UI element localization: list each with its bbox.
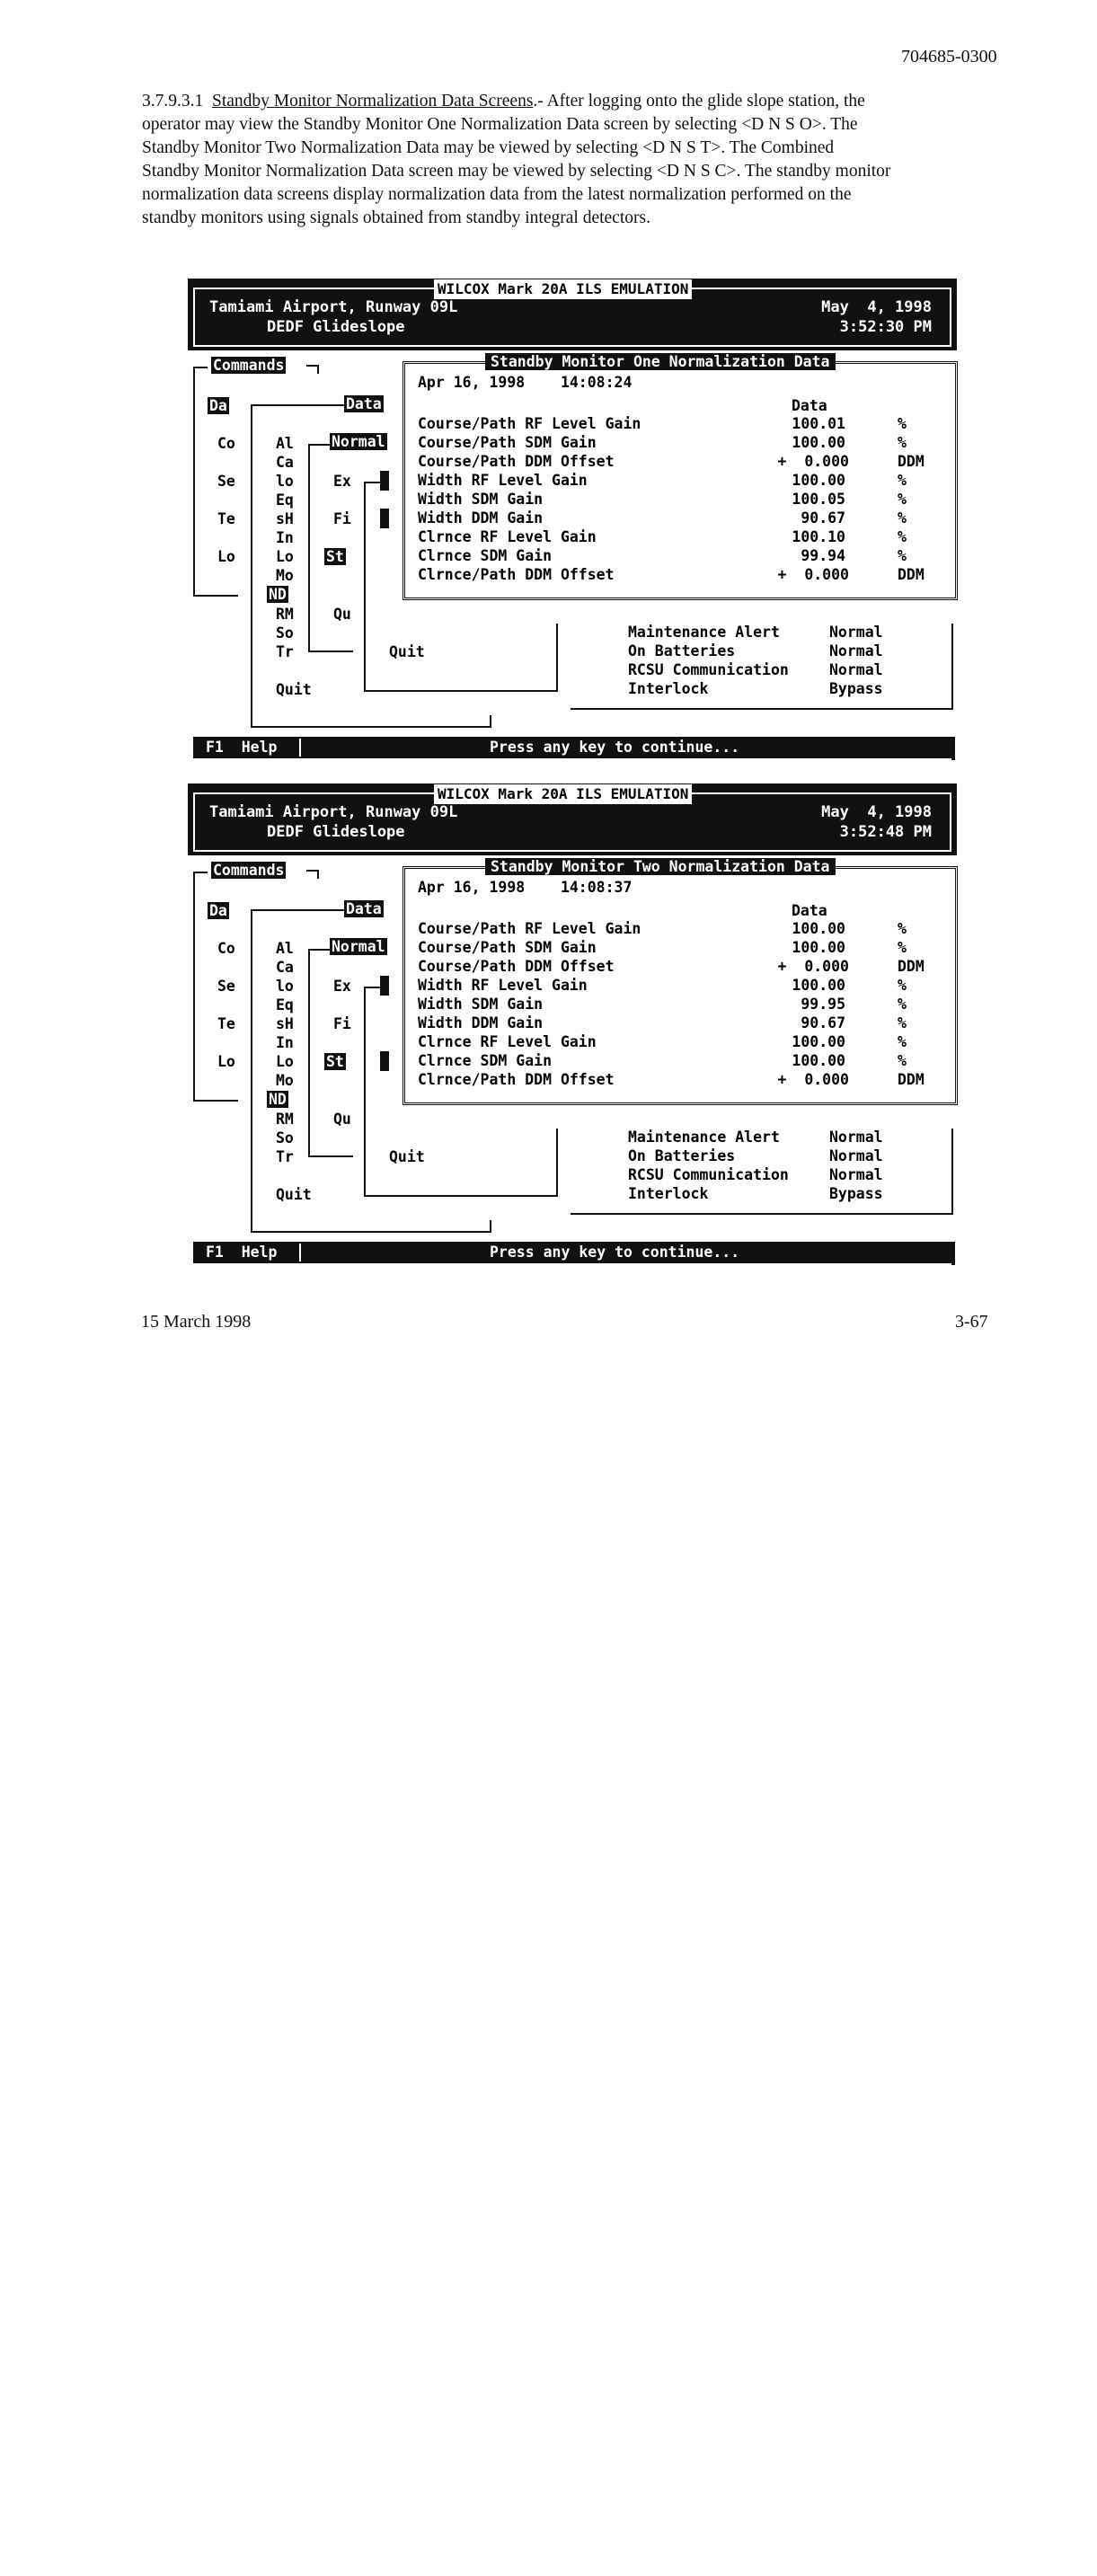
data-submenu-corner bbox=[490, 1220, 491, 1233]
menu-item-history[interactable]: sH bbox=[276, 510, 294, 527]
row-label: Clrnce SDM Gain bbox=[418, 1052, 553, 1069]
standby-submenu-cursor bbox=[380, 471, 389, 491]
menu-item-alarms[interactable]: Al bbox=[276, 940, 294, 957]
menu-item-software[interactable]: So bbox=[276, 624, 294, 642]
intro-line-5: normalization data screens display normalization data from the latest normalization performed on the bbox=[142, 185, 852, 204]
panel-title: Standby Monitor One Normalization Data bbox=[485, 353, 836, 370]
commands-label-tick-down bbox=[317, 870, 319, 879]
menu-item-quit-normal[interactable]: Qu bbox=[333, 606, 351, 623]
data-column-header: Data bbox=[792, 902, 827, 919]
row-value: 100.01 bbox=[792, 415, 845, 432]
standby-submenu-top bbox=[364, 987, 380, 988]
row-unit: DDM bbox=[898, 958, 924, 975]
status-label: Maintenance Alert bbox=[628, 624, 780, 641]
status-label: On Batteries bbox=[628, 642, 736, 659]
status-label: Maintenance Alert bbox=[628, 1129, 780, 1146]
intro-line-4: Standby Monitor Normalization Data screen may be viewed by selecting <D N S C>. The standby monitor bbox=[142, 162, 891, 181]
row-value: + 0.000 bbox=[777, 566, 849, 583]
row-unit: % bbox=[898, 415, 907, 432]
row-value: + 0.000 bbox=[777, 1071, 849, 1088]
row-value: 99.94 bbox=[801, 547, 845, 564]
menu-item-config[interactable]: Co bbox=[217, 435, 235, 452]
header-bar bbox=[188, 279, 957, 350]
intro-line-2: operator may view the Standby Monitor One Normalization Data screen by selecting <D N S O>. The bbox=[142, 115, 858, 134]
row-unit: % bbox=[898, 491, 907, 508]
panel-title: Standby Monitor Two Normalization Data bbox=[485, 858, 836, 875]
current-time: 3:52:30 PM bbox=[839, 318, 932, 336]
row-label: Course/Path RF Level Gain bbox=[418, 415, 641, 432]
commands-frame-top bbox=[193, 367, 208, 368]
standby-submenu-cursor bbox=[380, 976, 389, 996]
row-label: Clrnce/Path DDM Offset bbox=[418, 566, 615, 583]
row-value: 100.10 bbox=[792, 528, 845, 545]
continue-prompt: Press any key to continue... bbox=[490, 739, 740, 756]
menu-item-normalization[interactable]: ND bbox=[269, 586, 287, 603]
menu-item-test[interactable]: Te bbox=[217, 510, 235, 527]
menu-item-logs[interactable]: Lo bbox=[217, 1053, 235, 1070]
section-intro bbox=[142, 90, 1009, 230]
row-label: Width RF Level Gain bbox=[418, 472, 588, 489]
menu-item-alarms[interactable]: Al bbox=[276, 435, 294, 452]
standby-submenu-bottom bbox=[364, 690, 558, 692]
key-separator bbox=[299, 1244, 301, 1261]
commands-menu-label[interactable]: Commands bbox=[213, 862, 285, 879]
row-unit: % bbox=[898, 1014, 907, 1031]
row-value: + 0.000 bbox=[777, 958, 849, 975]
commands-frame-left bbox=[193, 367, 195, 597]
menu-item-local[interactable]: Lo bbox=[276, 1053, 294, 1070]
standby-submenu-quit[interactable]: Quit bbox=[389, 1148, 425, 1165]
site-name: Tamiami Airport, Runway 09L bbox=[209, 803, 458, 821]
menu-item-transmitter[interactable]: Tr bbox=[276, 1148, 294, 1165]
commands-menu-label[interactable]: Commands bbox=[213, 357, 285, 374]
row-unit: % bbox=[898, 472, 907, 489]
normal-submenu-label[interactable]: Normal bbox=[332, 433, 385, 450]
row-label: Clrnce RF Level Gain bbox=[418, 528, 597, 545]
site-name: Tamiami Airport, Runway 09L bbox=[209, 298, 458, 316]
station-name: DEDF Glideslope bbox=[267, 823, 405, 841]
menu-item-executive[interactable]: Ex bbox=[333, 978, 351, 995]
menu-item-field[interactable]: Fi bbox=[333, 1015, 351, 1032]
standby-submenu-bottom bbox=[364, 1195, 558, 1197]
menu-item-calibration[interactable]: Ca bbox=[276, 959, 294, 976]
row-unit: % bbox=[898, 547, 907, 564]
status-value: Normal bbox=[829, 1166, 883, 1183]
row-unit: DDM bbox=[898, 566, 924, 583]
intro-line-1-tail: .- After logging onto the glide slope station, the bbox=[533, 92, 865, 111]
menu-item-data[interactable]: Da bbox=[209, 397, 227, 414]
status-value: Normal bbox=[829, 1129, 883, 1146]
menu-item-monitor[interactable]: Mo bbox=[276, 1072, 294, 1089]
station-name: DEDF Glideslope bbox=[267, 318, 405, 336]
data-submenu-label[interactable]: Data bbox=[346, 395, 382, 412]
row-unit: % bbox=[898, 920, 907, 937]
row-label: Width DDM Gain bbox=[418, 1014, 544, 1031]
menu-item-logs[interactable]: Lo bbox=[217, 548, 235, 565]
status-label: Interlock bbox=[628, 1185, 709, 1202]
row-label: Width DDM Gain bbox=[418, 509, 544, 527]
row-label: Width SDM Gain bbox=[418, 996, 544, 1013]
standby-submenu-marker bbox=[380, 1051, 389, 1071]
intro-line-1 bbox=[142, 90, 1009, 113]
status-value: Normal bbox=[829, 661, 883, 678]
menu-item-history[interactable]: sH bbox=[276, 1015, 294, 1032]
menu-item-data[interactable]: Da bbox=[209, 902, 227, 919]
commands-label-tick-down bbox=[317, 365, 319, 374]
menu-item-executive[interactable]: Ex bbox=[333, 473, 351, 490]
standby-submenu-right bbox=[556, 1129, 558, 1197]
row-label: Clrnce RF Level Gain bbox=[418, 1033, 597, 1050]
menu-item-io[interactable]: lo bbox=[276, 473, 294, 490]
page-number: 3-67 bbox=[955, 1312, 988, 1332]
data-submenu-left bbox=[251, 404, 252, 726]
normalization-timestamp: Apr 16, 1998 14:08:24 bbox=[418, 374, 633, 391]
normal-submenu-top bbox=[308, 949, 330, 951]
data-submenu-top bbox=[251, 404, 344, 406]
row-value: 100.00 bbox=[792, 1033, 845, 1050]
standby-submenu-left bbox=[364, 987, 366, 1197]
row-label: Clrnce SDM Gain bbox=[418, 547, 553, 564]
row-unit: % bbox=[898, 1033, 907, 1050]
row-value: 99.95 bbox=[801, 996, 845, 1013]
row-value: 100.00 bbox=[792, 434, 845, 451]
row-label: Width RF Level Gain bbox=[418, 977, 588, 994]
menu-item-setup[interactable]: Se bbox=[217, 473, 235, 490]
data-submenu-quit[interactable]: Quit bbox=[276, 1186, 312, 1203]
status-value: Bypass bbox=[829, 1185, 883, 1202]
data-submenu-bottom bbox=[251, 726, 490, 728]
normal-submenu-left bbox=[308, 949, 310, 1157]
screen-two bbox=[188, 783, 957, 1269]
data-submenu-corner bbox=[490, 715, 491, 728]
intro-line-3: Standby Monitor Two Normalization Data may be viewed by selecting <D N S T>. The Combined bbox=[142, 138, 835, 157]
menu-item-equipment[interactable]: Eq bbox=[276, 491, 294, 509]
menu-item-local[interactable]: Lo bbox=[276, 548, 294, 565]
intro-line-6: standby monitors using signals obtained from standby integral detectors. bbox=[142, 208, 650, 227]
row-unit: % bbox=[898, 1052, 907, 1069]
normal-submenu-top bbox=[308, 444, 330, 446]
row-unit: % bbox=[898, 939, 907, 956]
row-label: Course/Path DDM Offset bbox=[418, 453, 615, 470]
status-label: Interlock bbox=[628, 680, 709, 697]
data-submenu-label[interactable]: Data bbox=[346, 900, 382, 917]
menu-item-equipment[interactable]: Eq bbox=[276, 996, 294, 1014]
normalization-timestamp: Apr 16, 1998 14:08:37 bbox=[418, 879, 633, 896]
row-label: Clrnce/Path DDM Offset bbox=[418, 1071, 615, 1088]
section-title: Standby Monitor Normalization Data Screens bbox=[212, 92, 534, 111]
row-value: 100.00 bbox=[792, 472, 845, 489]
row-value: 100.05 bbox=[792, 491, 845, 508]
menu-item-integrity[interactable]: In bbox=[276, 1034, 294, 1051]
menu-item-normalization[interactable]: ND bbox=[269, 1091, 287, 1108]
normal-submenu-bottom bbox=[308, 651, 353, 652]
menu-item-transmitter[interactable]: Tr bbox=[276, 643, 294, 660]
status-label: RCSU Communication bbox=[628, 661, 789, 678]
row-unit: % bbox=[898, 996, 907, 1013]
standby-submenu-quit[interactable]: Quit bbox=[389, 643, 425, 660]
data-submenu-quit[interactable]: Quit bbox=[276, 681, 312, 698]
data-column-header: Data bbox=[792, 397, 827, 414]
menu-item-monitor[interactable]: Mo bbox=[276, 567, 294, 584]
row-value: 100.00 bbox=[792, 939, 845, 956]
screen-one bbox=[188, 279, 957, 764]
row-unit: DDM bbox=[898, 453, 924, 470]
data-submenu-left bbox=[251, 909, 252, 1231]
row-value: 100.00 bbox=[792, 977, 845, 994]
current-time: 3:52:48 PM bbox=[839, 823, 932, 841]
current-date: May 4, 1998 bbox=[821, 298, 932, 316]
status-label: On Batteries bbox=[628, 1147, 736, 1164]
commands-frame-left bbox=[193, 872, 195, 1102]
row-label: Course/Path RF Level Gain bbox=[418, 920, 641, 937]
normal-submenu-left bbox=[308, 444, 310, 652]
menu-item-io[interactable]: lo bbox=[276, 978, 294, 995]
menu-item-rmm[interactable]: RM bbox=[276, 1111, 294, 1128]
app-title: WILCOX Mark 20A ILS EMULATION bbox=[434, 784, 692, 804]
row-unit: DDM bbox=[898, 1071, 924, 1088]
continue-prompt: Press any key to continue... bbox=[490, 1244, 740, 1261]
commands-frame-bottom bbox=[193, 1100, 238, 1102]
row-label: Course/Path DDM Offset bbox=[418, 958, 615, 975]
menu-item-rmm[interactable]: RM bbox=[276, 606, 294, 623]
menu-item-integrity[interactable]: In bbox=[276, 529, 294, 546]
status-value: Bypass bbox=[829, 680, 883, 697]
row-unit: % bbox=[898, 509, 907, 527]
menu-item-software[interactable]: So bbox=[276, 1129, 294, 1146]
row-label: Course/Path SDM Gain bbox=[418, 939, 597, 956]
menu-item-config[interactable]: Co bbox=[217, 940, 235, 957]
document-number: 704685-0300 bbox=[901, 47, 997, 66]
menu-item-quit-normal[interactable]: Qu bbox=[333, 1111, 351, 1128]
row-value: 90.67 bbox=[801, 1014, 845, 1031]
row-unit: % bbox=[898, 528, 907, 545]
row-unit: % bbox=[898, 977, 907, 994]
menu-item-test[interactable]: Te bbox=[217, 1015, 235, 1032]
standby-submenu-marker bbox=[380, 509, 389, 528]
standby-submenu-left bbox=[364, 482, 366, 692]
function-key-bar bbox=[193, 1242, 951, 1263]
standby-submenu-top bbox=[364, 482, 380, 483]
row-label: Course/Path SDM Gain bbox=[418, 434, 597, 451]
row-label: Width SDM Gain bbox=[418, 491, 544, 508]
menu-item-calibration[interactable]: Ca bbox=[276, 454, 294, 471]
status-value: Normal bbox=[829, 642, 883, 659]
help-key[interactable]: F1 Help bbox=[206, 1244, 278, 1261]
row-value: 90.67 bbox=[801, 509, 845, 527]
section-number: 3.7.9.3.1 bbox=[142, 92, 204, 111]
menu-item-setup[interactable]: Se bbox=[217, 978, 235, 995]
data-submenu-top bbox=[251, 909, 344, 911]
header-bar bbox=[188, 783, 957, 855]
screen-edge bbox=[951, 737, 955, 760]
footer-date: 15 March 1998 bbox=[141, 1312, 252, 1332]
normal-submenu-label[interactable]: Normal bbox=[332, 938, 385, 955]
help-key[interactable]: F1 Help bbox=[206, 739, 278, 756]
row-unit: % bbox=[898, 434, 907, 451]
menu-item-standby[interactable]: St bbox=[326, 548, 344, 565]
standby-submenu-right bbox=[556, 624, 558, 692]
status-value: Normal bbox=[829, 1147, 883, 1164]
normal-submenu-bottom bbox=[308, 1155, 353, 1157]
row-value: 100.00 bbox=[792, 920, 845, 937]
row-value: + 0.000 bbox=[777, 453, 849, 470]
commands-frame-bottom bbox=[193, 595, 238, 597]
commands-frame-top bbox=[193, 872, 208, 873]
screen-edge bbox=[951, 1242, 955, 1265]
app-title: WILCOX Mark 20A ILS EMULATION bbox=[434, 279, 692, 299]
menu-item-field[interactable]: Fi bbox=[333, 510, 351, 527]
menu-item-standby[interactable]: St bbox=[326, 1053, 344, 1070]
row-value: 100.00 bbox=[792, 1052, 845, 1069]
data-submenu-bottom bbox=[251, 1231, 490, 1233]
function-key-bar bbox=[193, 737, 951, 758]
current-date: May 4, 1998 bbox=[821, 803, 932, 821]
key-separator bbox=[299, 739, 301, 757]
status-label: RCSU Communication bbox=[628, 1166, 789, 1183]
status-value: Normal bbox=[829, 624, 883, 641]
